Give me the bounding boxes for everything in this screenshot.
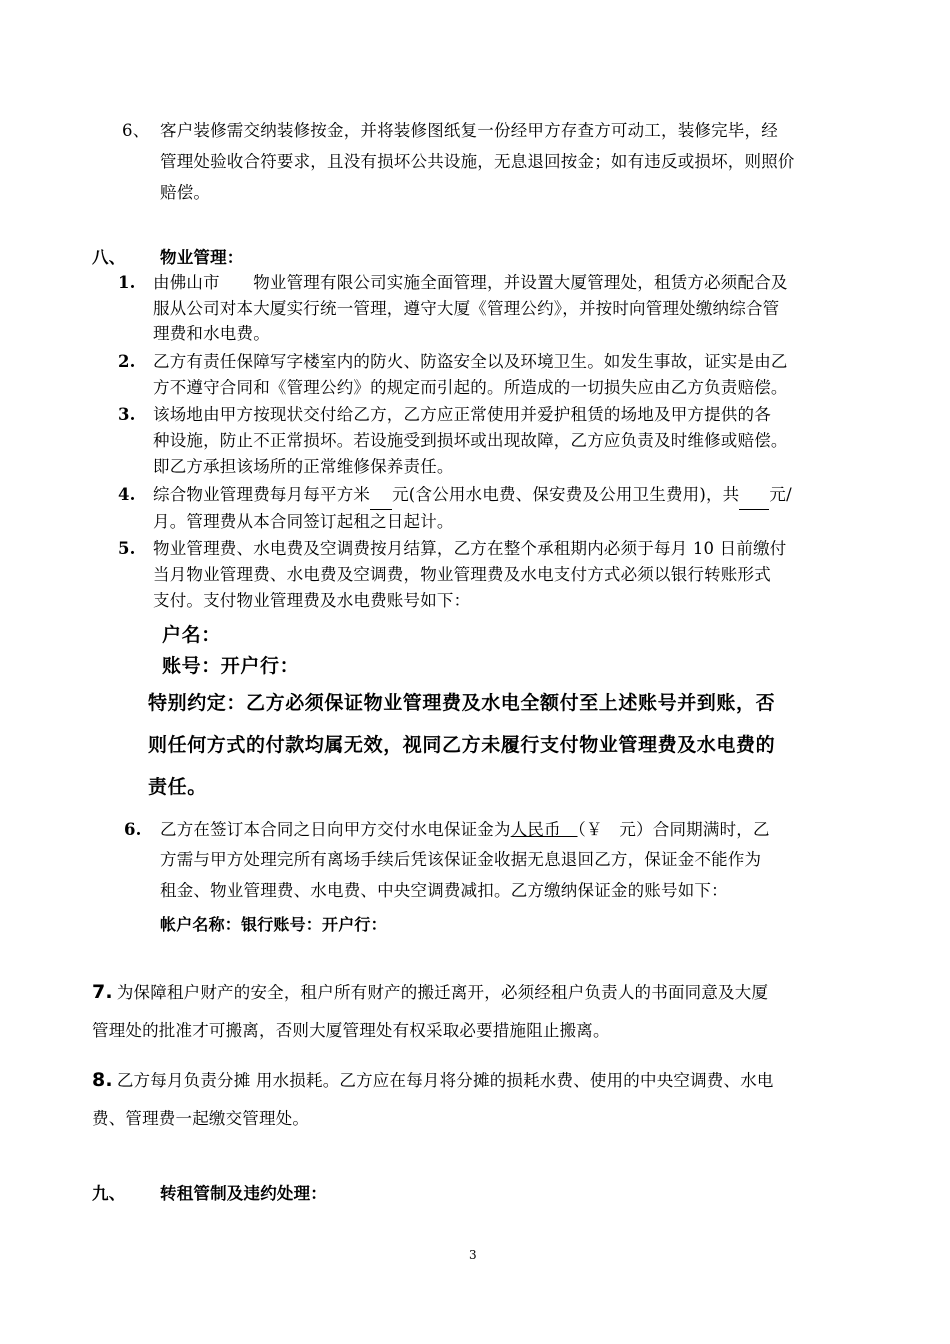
account-name: 户名： [162, 624, 221, 646]
deposit-line1-a: 乙方在签订本合同之日向甲方交付水电保证金为 [160, 820, 511, 839]
item5-line1: 物业管理费、水电费及空调费按月结算，乙方在整个承租期内必须于每月 10 日前缴付 [153, 539, 787, 558]
item8-num: 8. [92, 1069, 113, 1091]
item7-line2: 管理处的批准才可搬离，否则大厦管理处有权采取必要措施阻止搬离。 [92, 1021, 610, 1040]
item6-top-line2: 管理处验收合符要求，且没有损坏公共设施，无息退回按金；如有违反或损坏，则照价 [160, 152, 795, 171]
item3-line3: 即乙方承担该场所的正常维修保养责任。 [153, 457, 454, 476]
item6-top-line1: 客户装修需交纳装修按金，并将装修图纸复一份经甲方存查方可动工，装修完毕，经 [160, 121, 778, 140]
deposit-line3: 租金、物业管理费、水电费、中央空调费减扣。乙方缴纳保证金的账号如下： [160, 881, 728, 900]
item8-line2: 费、管理费一起缴交管理处。 [92, 1109, 310, 1128]
item4-num: 4. [118, 485, 136, 504]
item4-line1-c: 元/ [769, 485, 792, 504]
section8-num: 八、 [92, 248, 126, 267]
item6-top-num: 6、 [122, 121, 150, 140]
item4-line1-a: 综合物业管理费每月每平方米 [153, 485, 371, 504]
deposit-line1-b: （￥ 元）合同期满时，乙 [577, 820, 770, 839]
item4-line2: 月。管理费从本合同签订起租之日起计。 [153, 512, 454, 531]
item7-line1 [92, 977, 768, 1008]
item5-num: 5. [118, 539, 136, 558]
total-blank [739, 491, 769, 510]
item3-num: 3. [118, 405, 136, 424]
item2-line2: 方不遵守合同和《管理公约》的规定而引起的。所造成的一切损失应由乙方负责赔偿。 [153, 378, 788, 397]
item5-line3: 支付。支付物业管理费及水电费账号如下： [153, 591, 471, 610]
item4-line1-b: 元(含公用水电费、保安费及公用卫生费用)，共 [392, 485, 740, 504]
deposit-account: 帐户名称：银行账号：开户行： [160, 915, 387, 934]
deposit-line2: 方需与甲方处理完所有离场手续后凭该保证金收据无息退回乙方，保证金不能作为 [160, 850, 762, 869]
item1-line1: 由佛山市 物业管理有限公司实施全面管理，并设置大厦管理处，租赁方必须配合及 [153, 273, 788, 292]
special-line3: 责任。 [148, 776, 207, 798]
deposit-line1 [160, 815, 770, 845]
item6-top-line3: 赔偿。 [160, 183, 211, 202]
section8-title: 物业管理： [160, 248, 244, 267]
item3-line1: 该场地由甲方按现状交付给乙方，乙方应正常使用并爱护租赁的场地及甲方提供的各 [153, 405, 771, 424]
item2-line1: 乙方有责任保障写字楼室内的防火、防盗安全以及环境卫生。如发生事故，证实是由乙 [153, 352, 788, 371]
page-number: 3 [469, 1248, 477, 1262]
section9-title: 转租管制及违约处理： [160, 1184, 327, 1203]
item1-line2: 服从公司对本大厦实行统一管理，遵守大厦《管理公约》，并按时向管理处缴纳综合管 [153, 299, 780, 318]
deposit-num: 6. [124, 820, 142, 839]
item8-text1: 乙方每月负责分摊 用水损耗。乙方应在每月将分摊的损耗水费、使用的中央空调费、水电 [116, 1071, 774, 1090]
account-number: 账号：开户行： [162, 655, 300, 677]
item8-line1 [92, 1065, 774, 1096]
special-line1: 特别约定：乙方必须保证物业管理费及水电全额付至上述账号并到账，否 [148, 692, 776, 714]
special-line2: 则任何方式的付款均属无效，视同乙方未履行支付物业管理费及水电费的 [148, 734, 776, 756]
section9-num: 九、 [92, 1184, 126, 1203]
item5-line2: 当月物业管理费、水电费及空调费，物业管理费及水电支付方式必须以银行转账形式 [153, 565, 771, 584]
item3-line2: 种设施，防止不正常损坏。若设施受到损坏或出现故障，乙方应负责及时维修或赔偿。 [153, 431, 788, 450]
item1-num: 1. [118, 273, 136, 292]
item2-num: 2. [118, 352, 136, 371]
item7-text1: 为保障租户财产的安全，租户所有财产的搬迁离开，必须经租户负责人的书面同意及大厦 [116, 983, 769, 1002]
item1-line3: 理费和水电费。 [153, 324, 270, 343]
item7-num: 7. [92, 981, 113, 1003]
deposit-currency: 人民币 [510, 820, 578, 839]
item4-line1 [153, 480, 792, 510]
